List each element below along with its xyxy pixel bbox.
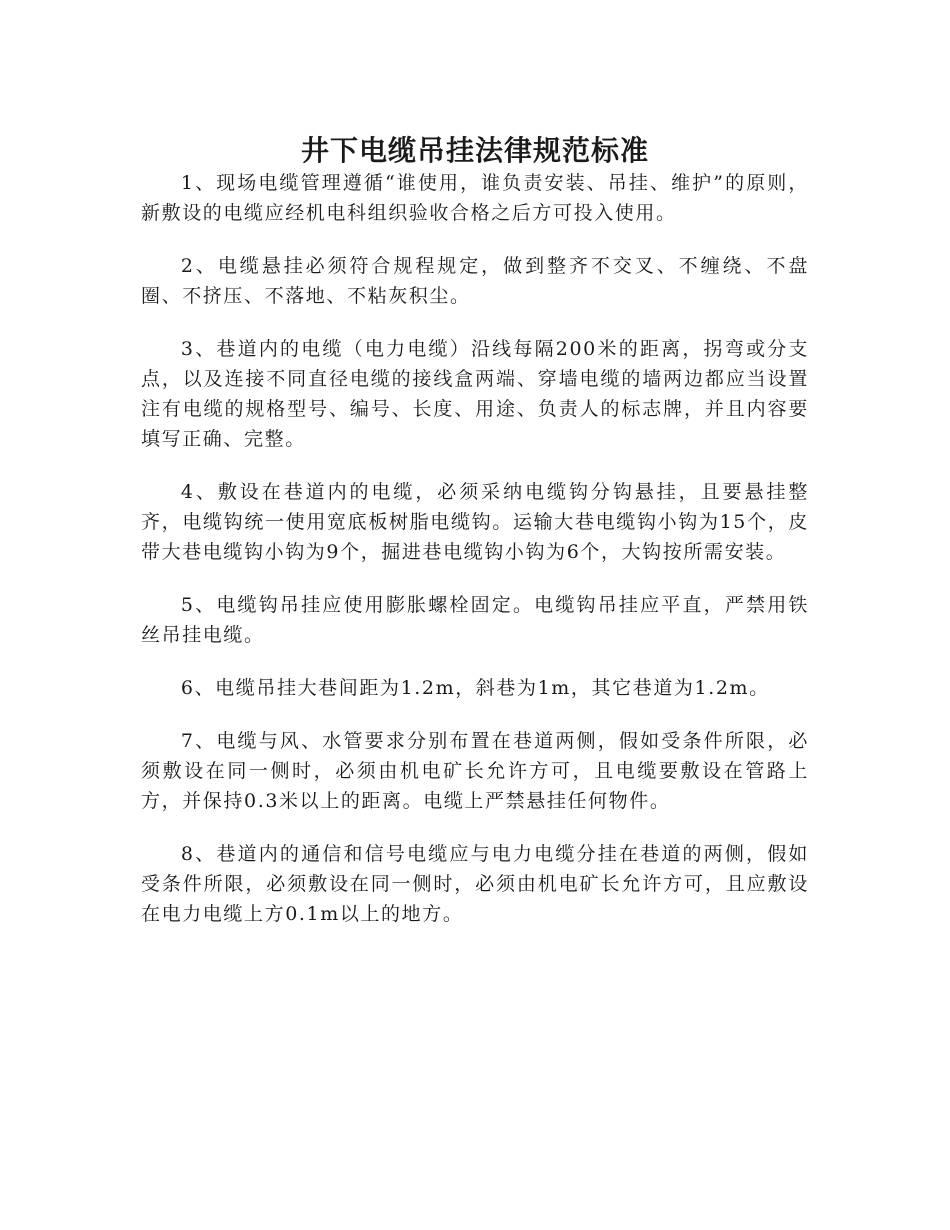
paragraph-7: 7、电缆与风、水管要求分别布置在巷道两侧，假如受条件所限，必须敷设在同一侧时，必须由机电矿长允许方可，且电缆要敷设在管路上方，并保持0.3米以上的距离。电缆上严禁悬挂任何物件。 (141, 730, 809, 812)
paragraph-2: 2、电缆悬挂必须符合规程规定，做到整齐不交叉、不缠绕、不盘圈、不挤压、不落地、不粘灰积尘。 (141, 255, 809, 307)
paragraph-1: 1、现场电缆管理遵循“谁使用，谁负责安装、吊挂、维护”的原则，新敷设的电缆应经机电科组织验收合格之后方可投入使用。 (141, 172, 809, 224)
paragraph-4: 4、敷设在巷道内的电缆，必须采纳电缆钩分钩悬挂，且要悬挂整齐，电缆钩统一使用宽底板树脂电缆钩。运输大巷电缆钩小钩为15个，皮带大巷电缆钩小钩为9个，掘进巷电缆钩小钩为6个，大钩按所需安装。 (141, 481, 809, 563)
paragraph-3: 3、巷道内的电缆（电力电缆）沿线每隔200米的距离，拐弯或分支点，以及连接不同直径电缆的接线盒两端、穿墙电缆的墙两边都应当设置注有电缆的规格型号、编号、长度、用途、负责人的标志牌，并且内容要填写正确、完整。 (141, 338, 809, 450)
document-body (141, 168, 809, 952)
document-title: 井下电缆吊挂法律规范标准 (300, 133, 649, 167)
paragraph-6: 6、电缆吊挂大巷间距为1.2m，斜巷为1m，其它巷道为1.2m。 (180, 677, 770, 699)
paragraph-5: 5、电缆钩吊挂应使用膨胀螺栓固定。电缆钩吊挂应平直，严禁用铁丝吊挂电缆。 (141, 594, 809, 646)
paragraph-8: 8、巷道内的通信和信号电缆应与电力电缆分挂在巷道的两侧，假如受条件所限，必须敷设在同一侧时，必须由机电矿长允许方可，且应敷设在电力电缆上方0.1m以上的地方。 (141, 843, 809, 925)
